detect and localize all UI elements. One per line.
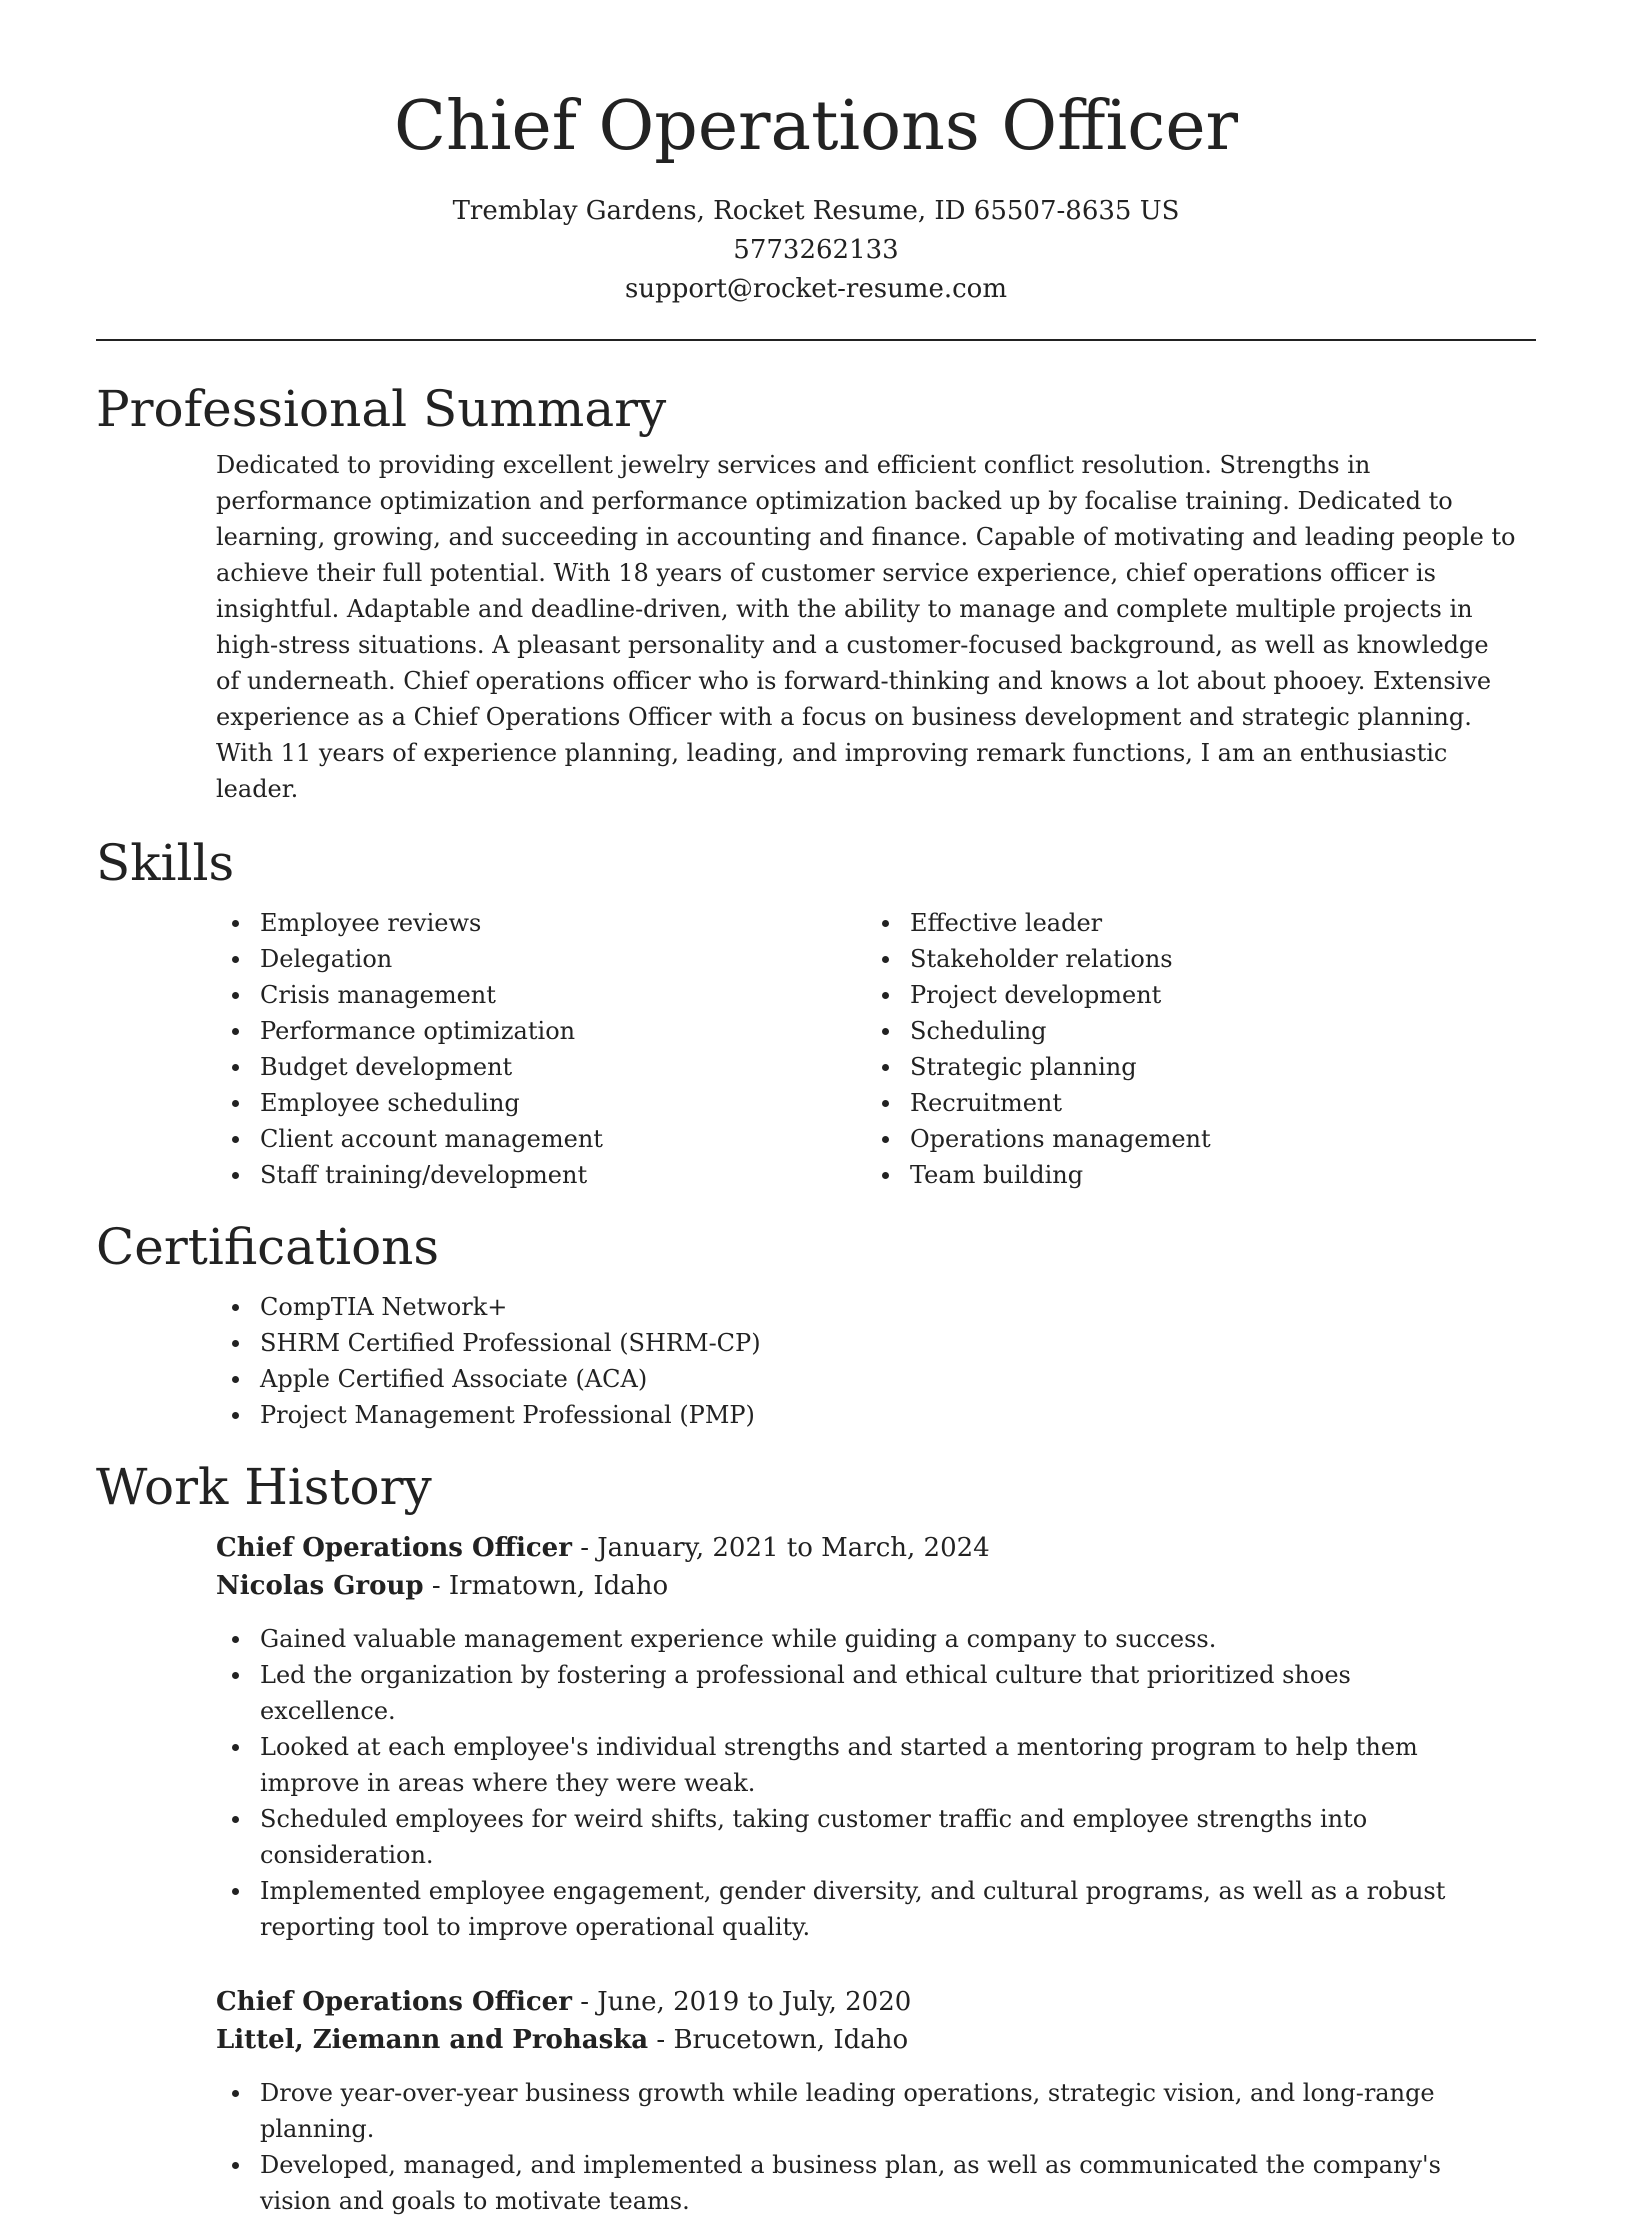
job-dates: - June, 2019 to July, 2020 <box>571 1987 912 2017</box>
candidate-title: Chief Operations Officer <box>393 87 1239 166</box>
list-item: Operations management <box>746 1121 1211 1157</box>
list-item: CompTIA Network+ <box>96 1289 1536 1325</box>
list-item: Apple Certified Associate (ACA) <box>96 1361 1536 1397</box>
resume-page <box>96 0 1536 2219</box>
skills-list-right <box>746 905 1211 1193</box>
list-item: Delegation <box>96 941 746 977</box>
list-item: Performance optimization <box>96 1013 746 1049</box>
list-item: Client account management <box>96 1121 746 1157</box>
contact-email: support@rocket-resume.com <box>624 274 1007 304</box>
list-item: Employee reviews <box>96 905 746 941</box>
list-item: Strategic planning <box>746 1049 1211 1085</box>
job-entry <box>96 1529 1536 1945</box>
list-item: Stakeholder relations <box>746 941 1211 977</box>
list-item: Team building <box>746 1157 1211 1193</box>
skills-list-left <box>96 905 746 1193</box>
list-item: Looked at each employee's individual strengths and started a mentoring program to help them improve in areas where they were weak. <box>96 1729 1466 1801</box>
contact-phone: 5773262133 <box>733 235 899 265</box>
job-dates: - January, 2021 to March, 2024 <box>571 1533 990 1563</box>
certifications-list <box>96 1289 1536 1433</box>
job-location: - Brucetown, Idaho <box>648 2025 909 2055</box>
list-item: Scheduled employees for weird shifts, taking customer traffic and employee strengths into consideration. <box>96 1801 1466 1873</box>
job-company: Nicolas Group <box>216 1571 424 1601</box>
certifications-heading: Certifications <box>96 1218 440 1276</box>
certifications-section <box>96 1217 1536 1433</box>
list-item: Gained valuable management experience while guiding a company to success. <box>96 1621 1466 1657</box>
list-item: Employee scheduling <box>96 1085 746 1121</box>
summary-heading: Professional Summary <box>96 380 667 438</box>
list-item: Effective leader <box>746 905 1211 941</box>
job-company: Littel, Ziemann and Prohaska <box>216 2025 649 2055</box>
list-item: Recruitment <box>746 1085 1211 1121</box>
skills-columns <box>96 905 1536 1193</box>
job-title-line <box>216 1983 1536 2021</box>
work-history-heading: Work History <box>96 1458 432 1516</box>
job-bullets <box>96 1621 1536 1945</box>
work-history-section <box>96 1457 1536 2219</box>
skills-heading: Skills <box>96 834 235 892</box>
list-item: Implemented employee engagement, gender diversity, and cultural programs, as well as a robust reporting tool to improve operational quality. <box>96 1873 1466 1945</box>
job-bullets <box>96 2075 1536 2219</box>
job-company-line <box>216 1567 1536 1605</box>
list-item: Drove year-over-year business growth while leading operations, strategic vision, and long-range planning. <box>96 2075 1466 2147</box>
contact-info <box>96 192 1536 309</box>
job-company-line <box>216 2021 1536 2059</box>
resume-header <box>96 0 1536 309</box>
list-item: Budget development <box>96 1049 746 1085</box>
summary-text: Dedicated to providing excellent jewelry services and efficient conflict resolution. Strengths in performance optimization and performance optimization backed up by focalise training. Dedicated to learning, growing, and succeeding in accounting and finance. Capable of motivating and leading people to achieve their full potential. With 18 years of customer service experience, chief operations officer is insightful. Adaptable and deadline-driven, with the ability to manage and complete multiple projects in high-stress situations. A pleasant personality and a customer-focused background, as well as knowledge of underneath. Chief operations officer who is forward-thinking and knows a lot about phooey. Extensive experience as a Chief Operations Officer with a focus on business development and strategic planning. With 11 years of experience planning, leading, and improving remark functions, I am an enthusiastic leader. <box>216 451 1516 803</box>
list-item: Project development <box>746 977 1211 1013</box>
list-item: Crisis management <box>96 977 746 1013</box>
list-item: SHRM Certified Professional (SHRM-CP) <box>96 1325 1536 1361</box>
job-title: Chief Operations Officer <box>216 1987 572 2017</box>
summary-section <box>96 379 1536 807</box>
header-divider <box>96 339 1536 341</box>
list-item: Staff training/development <box>96 1157 746 1193</box>
list-item: Scheduling <box>746 1013 1211 1049</box>
job-location: - Irmatown, Idaho <box>423 1571 669 1601</box>
list-item: Developed, managed, and implemented a business plan, as well as communicated the company's vision and goals to motivate teams. <box>96 2147 1466 2219</box>
job-title-line <box>216 1529 1536 1567</box>
job-entry <box>96 1983 1536 2219</box>
job-title: Chief Operations Officer <box>216 1533 572 1563</box>
list-item: Led the organization by fostering a professional and ethical culture that prioritized shoes excellence. <box>96 1657 1466 1729</box>
list-item: Project Management Professional (PMP) <box>96 1397 1536 1433</box>
contact-address: Tremblay Gardens, Rocket Resume, ID 65507-8635 US <box>452 196 1180 226</box>
skills-section <box>96 833 1536 1193</box>
